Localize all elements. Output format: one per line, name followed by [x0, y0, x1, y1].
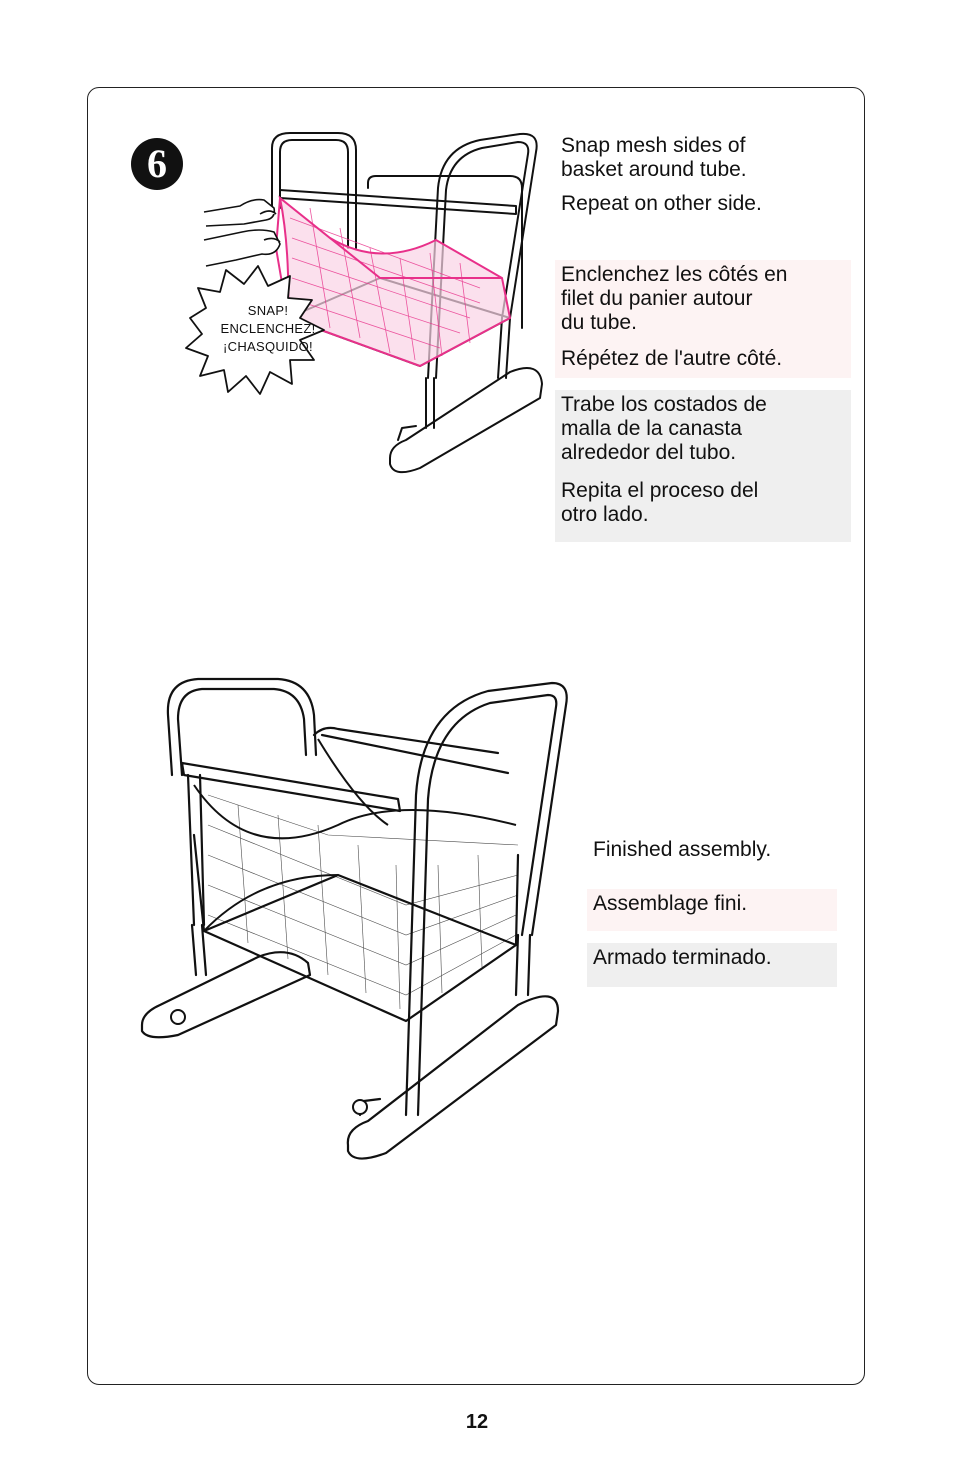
- instruction-es-line: Trabe los costados de: [561, 393, 767, 416]
- finished-cradle-illustration: [138, 675, 578, 1165]
- instruction-en: [561, 134, 762, 216]
- instruction-es-line: Repita el proceso del: [561, 479, 759, 502]
- caption-fr-block: [587, 889, 837, 931]
- instruction-en-line: Repeat on other side.: [561, 192, 762, 215]
- snap-burst-text: [198, 302, 338, 356]
- burst-line-en: SNAP!: [247, 303, 289, 318]
- instruction-fr-line: Enclenchez les côtés en: [561, 263, 788, 286]
- instruction-en-line: basket around tube.: [561, 158, 747, 181]
- instruction-es-line: otro lado.: [561, 503, 649, 526]
- instruction-en-line: Snap mesh sides of: [561, 134, 746, 157]
- caption-es-block: [587, 943, 837, 987]
- page-number: 12: [465, 1411, 489, 1433]
- instruction-es-line: malla de la canasta: [561, 417, 742, 440]
- burst-line-fr: ENCLENCHEZ!: [220, 321, 316, 336]
- instruction-fr-line: filet du panier autour: [561, 287, 753, 310]
- instruction-fr-line: du tube.: [561, 311, 637, 334]
- instruction-fr-block: [555, 260, 851, 378]
- burst-line-es: ¡CHASQUIDO!: [223, 339, 313, 354]
- caption-es: Armado terminado.: [593, 946, 772, 969]
- instruction-es-line: alrededor del tubo.: [561, 441, 737, 464]
- caption-fr: Assemblage fini.: [593, 892, 748, 915]
- instruction-es-block: [555, 390, 851, 542]
- step-number-badge: 6: [131, 138, 183, 190]
- caption-en: Finished assembly.: [593, 838, 772, 861]
- instruction-fr-line: Répétez de l'autre côté.: [561, 347, 783, 370]
